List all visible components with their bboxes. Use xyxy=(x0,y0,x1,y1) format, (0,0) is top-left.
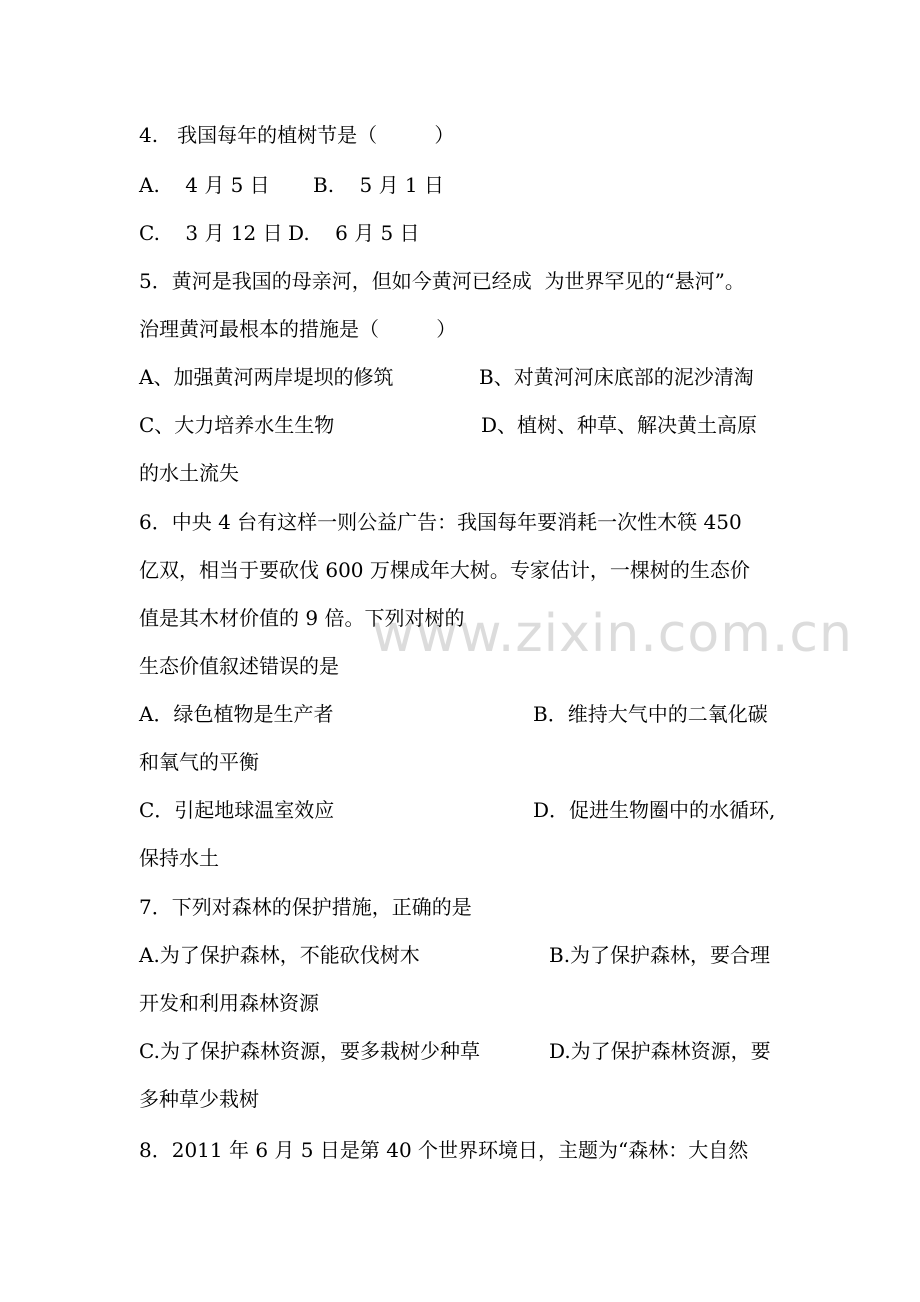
question-7-option-c: C.为了保护森林资源，要多栽树少种草 xyxy=(139,1039,480,1063)
question-6-option-d-continued: 保持水土 xyxy=(139,846,219,870)
question-7-option-b: B.为了保护森林，要合理 xyxy=(549,943,771,967)
question-7-option-d-continued: 多种草少栽树 xyxy=(139,1087,259,1111)
question-4-option-a: A. 4 月 5 日 xyxy=(139,173,270,197)
question-6-option-b: B．维持大气中的二氧化碳 xyxy=(533,702,768,726)
question-6-option-c: C．引起地球温室效应 xyxy=(139,798,335,822)
question-4-option-c: C. 3 月 12 日 xyxy=(139,221,283,245)
question-8-stem-line-1: 8．2011 年 6 月 5 日是第 40 个世界环境日，主题为“森林：大自然 xyxy=(139,1138,749,1162)
question-6-stem-line-2: 亿双，相当于要砍伐 600 万棵成年大树。专家估计，一棵树的生态价 xyxy=(139,558,750,582)
question-7-option-a: A.为了保护森林，不能砍伐树木 xyxy=(139,943,420,967)
question-6-stem-line-1: 6．中央 4 台有这样一则公益广告：我国每年要消耗一次性木筷 450 xyxy=(139,510,742,534)
question-4-option-b: B. 5 月 1 日 xyxy=(313,173,445,197)
question-7-option-d: D.为了保护森林资源，要 xyxy=(549,1039,771,1063)
question-4-option-d: D. 6 月 5 日 xyxy=(288,221,420,245)
question-5-option-c: C、大力培养水生生物 xyxy=(139,413,335,437)
question-7-stem: 7．下列对森林的保护措施，正确的是 xyxy=(139,895,472,919)
question-5-option-d: D、植树、种草、解决黄土高原 xyxy=(481,413,758,437)
question-6-option-a: A．绿色植物是生产者 xyxy=(139,702,334,726)
question-5-option-a: A、加强黄河两岸堤坝的修筑 xyxy=(139,365,394,389)
question-6-stem-line-4: 生态价值叙述错误的是 xyxy=(139,654,339,678)
question-5-option-d-continued: 的水土流失 xyxy=(139,461,239,485)
question-5-stem-line-2: 治理黄河最根本的措施是（ ） xyxy=(139,317,457,341)
question-5-stem-line-1: 5．黄河是我国的母亲河，但如今黄河已经成 为世界罕见的“悬河”。 xyxy=(139,269,745,293)
question-6-option-b-continued: 和氧气的平衡 xyxy=(139,750,259,774)
question-6-option-d: D．促进生物圈中的水循环, xyxy=(533,798,776,822)
question-4-stem: 4. 我国每年的植树节是（ ） xyxy=(139,123,455,147)
watermark: www.zixin.com.cn xyxy=(372,604,853,664)
question-7-option-b-continued: 开发和利用森林资源 xyxy=(139,991,319,1015)
question-5-option-b: B、对黄河河床底部的泥沙清淘 xyxy=(479,365,754,389)
question-6-stem-line-3: 值是其木材价值的 9 倍。下列对树的 xyxy=(139,606,465,630)
